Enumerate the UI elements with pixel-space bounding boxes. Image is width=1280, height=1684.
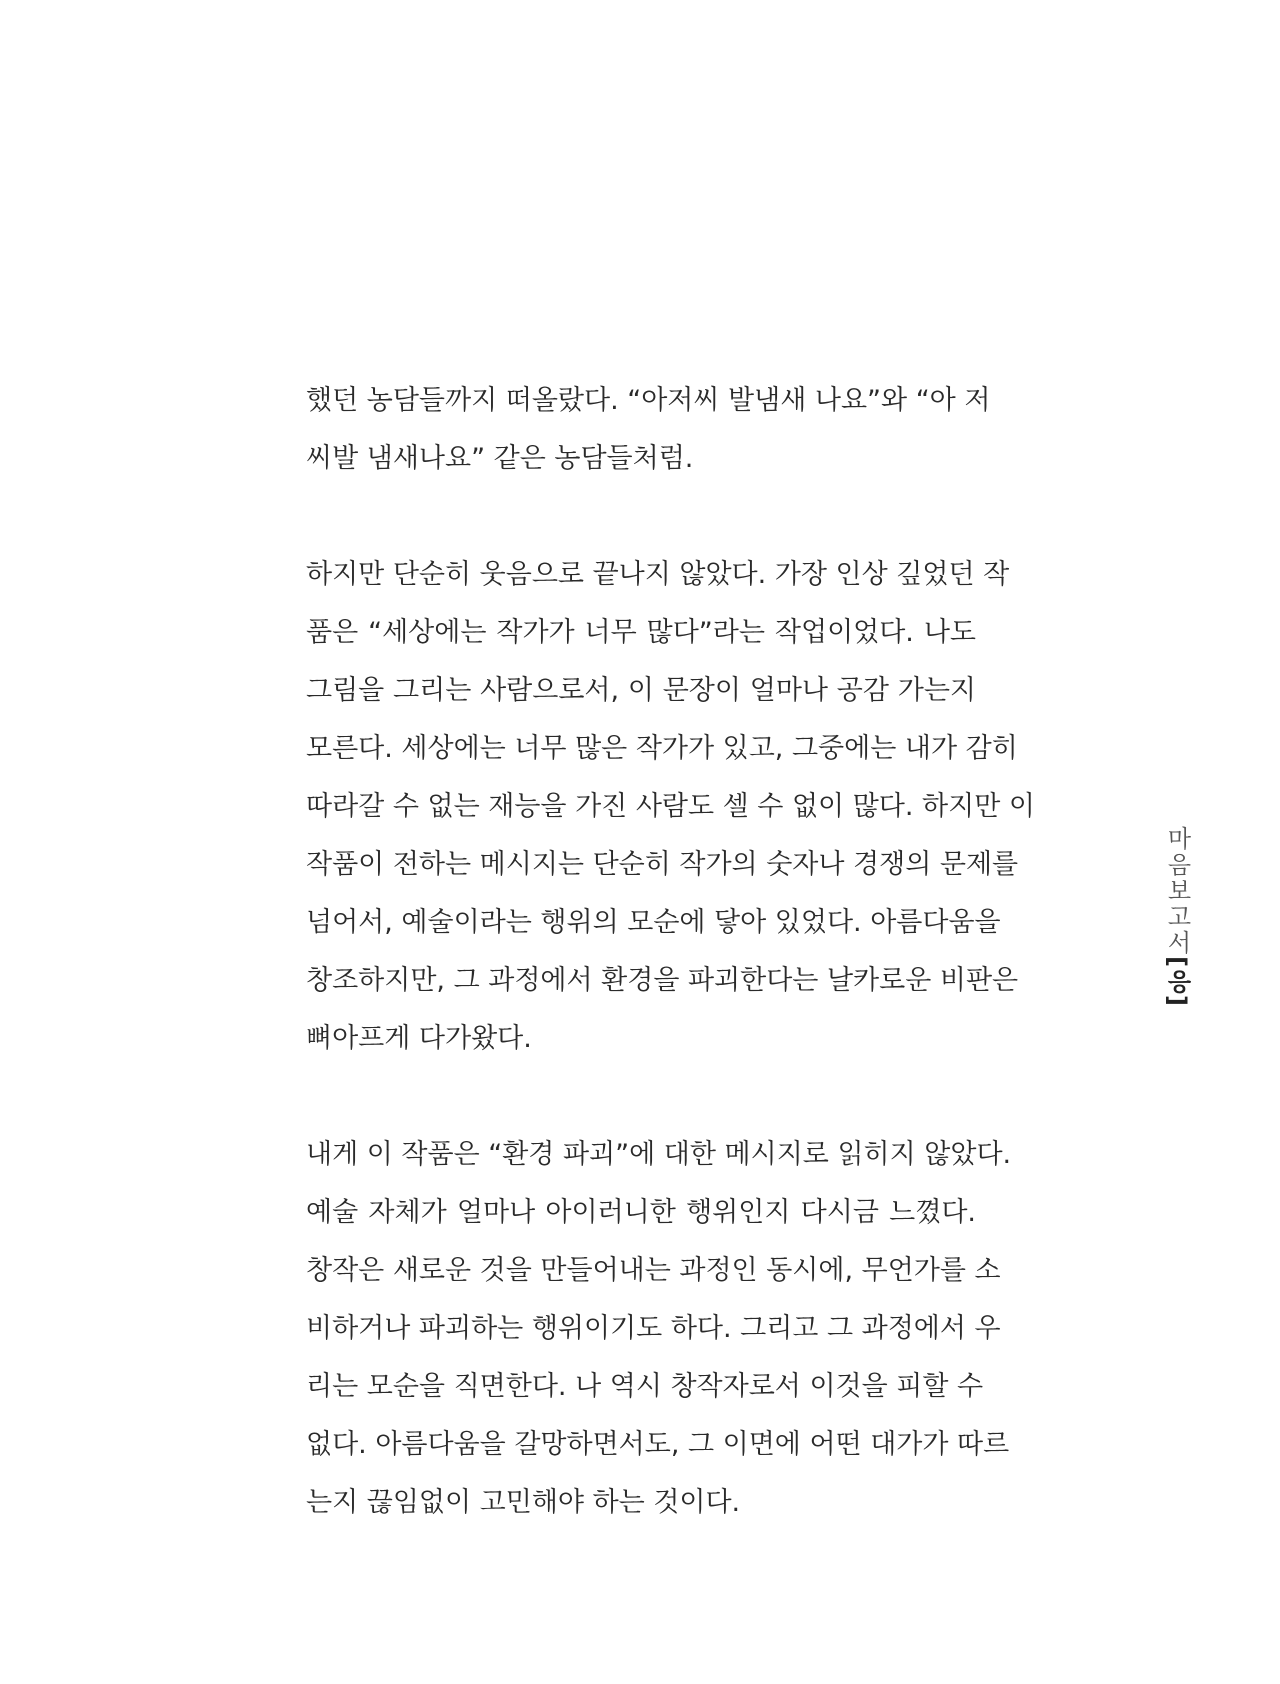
paragraph-2: [306, 546, 1035, 1068]
running-head-bracket-close: ]: [1163, 994, 1191, 1008]
text-line: 예술 자체가 얼마나 아이러니한 행위인지 다시금 느꼈다.: [306, 1197, 976, 1228]
text-line: 씨발 냄새나요” 같은 농담들처럼.: [306, 443, 694, 474]
text-line: 없다. 아름다움을 갈망하면서도, 그 이면에 어떤 대가가 따르: [306, 1429, 1010, 1460]
text-line: 넘어서, 예술이라는 행위의 모순에 닿아 있었다. 아름다움을: [306, 907, 1001, 938]
paragraph-1: [306, 372, 991, 488]
text-line: 뼈아프게 다가왔다.: [306, 1023, 532, 1054]
text-line: 작품이 전하는 메시지는 단순히 작가의 숫자나 경쟁의 문제를: [306, 849, 1019, 880]
paragraph-3: [306, 1126, 1012, 1532]
text-line: 리는 모순을 직면한다. 나 역시 창작자로서 이것을 피할 수: [306, 1371, 984, 1402]
text-line: 했던 농담들까지 떠올랐다. “아저씨 발냄새 나요”와 “아 저: [306, 385, 991, 416]
text-line: 창작은 새로운 것을 만들어내는 과정인 동시에, 무언가를 소: [306, 1255, 1001, 1286]
text-line: 그림을 그리는 사람으로서, 이 문장이 얼마나 공감 가는지: [306, 675, 976, 706]
text-line: 하지만 단순히 웃음으로 끝나지 않았다. 가장 인상 깊었던 작: [306, 559, 1010, 590]
running-head: [1160, 826, 1195, 1008]
running-head-category: 응: [1163, 968, 1191, 995]
text-line: 내게 이 작품은 “환경 파괴”에 대한 메시지로 읽히지 않았다.: [306, 1139, 1012, 1170]
running-head-title: 마음보고서: [1163, 826, 1191, 956]
text-line: 모른다. 세상에는 너무 많은 작가가 있고, 그중에는 내가 감히: [306, 733, 1018, 764]
text-line: 창조하지만, 그 과정에서 환경을 파괴한다는 날카로운 비판은: [306, 965, 1019, 996]
running-head-bracket-open: [: [1163, 956, 1191, 969]
text-line: 비하거나 파괴하는 행위이기도 하다. 그리고 그 과정에서 우: [306, 1313, 1001, 1344]
body-text: [306, 372, 1035, 1590]
text-line: 품은 “세상에는 작가가 너무 많다”라는 작업이었다. 나도: [306, 617, 976, 648]
text-line: 는지 끊임없이 고민해야 하는 것이다.: [306, 1487, 741, 1518]
text-line: 따라갈 수 없는 재능을 가진 사람도 셀 수 없이 많다. 하지만 이: [306, 791, 1035, 822]
